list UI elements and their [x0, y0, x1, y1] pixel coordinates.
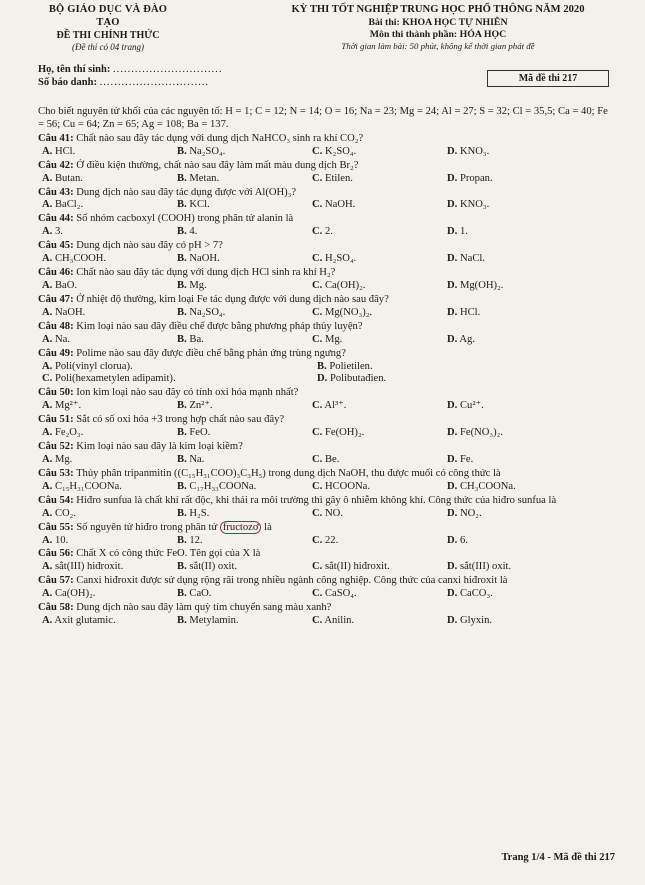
question-item	[38, 602, 615, 615]
question-options	[38, 588, 615, 601]
question-item	[38, 387, 615, 400]
question-options	[38, 535, 615, 548]
option-d: D. 6.	[447, 534, 468, 546]
option-b: B. Na₂SO₄.	[177, 306, 226, 318]
question-number: Câu 43:	[38, 186, 74, 198]
question-options	[38, 173, 615, 186]
question-text: Ion kim loại nào sau đây có tính oxi hóa mạnh nhất?	[76, 387, 299, 399]
question-options	[38, 561, 615, 574]
question-item	[38, 548, 615, 561]
question-options	[38, 253, 615, 266]
option-a: A. HCl.	[42, 145, 76, 157]
option-d: D. CH₃COONa.	[447, 480, 516, 492]
option-a: A. Axit glutamic.	[42, 615, 116, 627]
question-item	[38, 213, 615, 226]
question-list-part-1	[38, 133, 615, 347]
question-text: Chất X có công thức FeO. Tên gọi của X là	[76, 548, 261, 560]
header-left	[38, 4, 178, 53]
question-number: Câu 41:	[38, 132, 74, 144]
time-note: Thời gian làm bài: 50 phút, không kể thời gian phát đề	[341, 40, 535, 51]
question-item	[38, 495, 615, 508]
question-text: Ở nhiệt độ thường, kim loại Fe tác dụng được với dung dịch nào sau đây?	[76, 293, 389, 305]
question-number: Câu 45:	[38, 240, 74, 252]
option-d: D. KNO₃.	[447, 199, 490, 211]
option-b: B. 4.	[177, 226, 198, 238]
question-text: Chất nào sau đây tác dụng với dung dịch NaHCO₃ sinh ra khí CO₂?	[76, 132, 364, 144]
candidate-info	[38, 64, 615, 106]
question-item	[38, 133, 615, 146]
option-b: B. CaO.	[177, 588, 212, 600]
question-options	[38, 615, 615, 628]
question-text: Ở điều kiện thường, chất nào sau đây làm mất màu dung dịch Br₂?	[76, 159, 359, 171]
question-number: Câu 42:	[38, 159, 74, 171]
option-b: B. Mg.	[177, 279, 207, 291]
question-number: Câu 56:	[38, 548, 74, 560]
header-right	[238, 4, 638, 52]
page-count-note: (Đề thi có 04 trang)	[72, 41, 144, 52]
option-b: B. Ba.	[177, 333, 204, 345]
option-d: D. Mg(OH)₂.	[447, 279, 504, 291]
ministry-name: BỘ GIÁO DỤC VÀ ĐÀO TẠO	[48, 4, 168, 28]
option-c: C. Mg(NO₃)₂.	[312, 306, 373, 318]
option-c: C. H₂SO₄.	[312, 253, 357, 265]
option-d: D. Ag.	[447, 333, 475, 345]
question-options	[38, 454, 615, 467]
option-c: C. Ca(OH)₂.	[312, 279, 366, 291]
option-b: B. Metylamin.	[177, 615, 239, 627]
question-number: Câu 46:	[38, 267, 74, 279]
option-d: D. Fe(NO₃)₂.	[447, 427, 503, 439]
question-options	[38, 226, 615, 239]
option-a: A. 10.	[42, 534, 69, 546]
option-b: B. Na₂SO₄.	[177, 145, 226, 157]
candidate-id-label: Số báo danh:	[38, 76, 97, 88]
option-c: C. HCOONa.	[312, 480, 370, 492]
exam-title: KỲ THI TỐT NGHIỆP TRUNG HỌC PHỔ THÔNG NĂM 2020	[291, 4, 585, 15]
question-list-part-2	[38, 387, 615, 467]
question-number: Câu 51:	[38, 414, 74, 426]
option-d: D. sắt(III) oxit.	[447, 561, 512, 573]
option-d: D. NaCl.	[447, 253, 485, 265]
question-item	[38, 321, 615, 334]
option-a: A. Butan.	[42, 172, 83, 184]
option-a: A. BaO.	[42, 279, 78, 291]
question-options	[38, 199, 615, 212]
option-d: D. Cu²⁺.	[447, 400, 484, 412]
option-b: B. NaOH.	[177, 253, 220, 265]
option-b: B. 12.	[177, 534, 203, 546]
option-a: A. 3.	[42, 226, 63, 238]
question-number: Câu 57:	[38, 575, 74, 587]
option-c: C. Be.	[312, 453, 340, 465]
question-text: Thủy phân tripanmitin ((C₁₅H₃₁COO)₃C₃H₅) trong dung dịch NaOH, thu được muối có công thức là	[76, 467, 501, 479]
option-d: D. Glyxin.	[447, 615, 493, 627]
question-number: Câu 50:	[38, 387, 74, 399]
option-b: B. C₁₇H₃₃COONa.	[177, 480, 257, 492]
question-list-part-3	[38, 468, 615, 628]
candidate-name-label: Họ, tên thí sinh:	[38, 64, 111, 75]
question-number: Câu 53:	[38, 467, 74, 479]
question-number: Câu 52:	[38, 441, 74, 453]
question-number: Câu 48:	[38, 320, 74, 332]
option-b: B. Na.	[177, 453, 205, 465]
question-number: Câu 47:	[38, 293, 74, 305]
option-d: D. Propan.	[447, 172, 493, 184]
option-a: A. Fe₂O₃.	[42, 427, 84, 439]
option-c: C. Al³⁺.	[312, 400, 347, 412]
question-text: là	[261, 521, 272, 533]
option-b: B. FeO.	[177, 427, 211, 439]
question-text: Sắt có số oxi hóa +3 trong hợp chất nào sau đây?	[76, 414, 285, 426]
option-c: C. NaOH.	[312, 199, 356, 211]
question-item	[38, 468, 615, 481]
option-c: C. Fe(OH)₂.	[312, 427, 365, 439]
question-49-options-row2: C. Poli(hexametylen adipamit). D. Polibutađien.	[42, 373, 387, 385]
page-footer: Trang 1/4 - Mã đề thi 217	[501, 852, 615, 864]
question-number: Câu 44:	[38, 213, 74, 225]
question-text: Dung dịch nào sau đây làm quỳ tím chuyển sang màu xanh?	[76, 602, 332, 614]
option-b: B. H₂S.	[177, 507, 210, 519]
question-item	[38, 294, 615, 307]
option-d: D. NO₂.	[447, 507, 482, 519]
official-label: ĐỀ THI CHÍNH THỨC	[56, 29, 160, 41]
option-a: A. Mg²⁺.	[42, 400, 82, 412]
test-name: Bài thi: KHOA HỌC TỰ NHIÊN	[368, 16, 508, 28]
option-a: A. CH₃COOH.	[42, 253, 107, 265]
option-c: C. K₂SO₄.	[312, 145, 357, 157]
option-d: D. KNO₃.	[447, 145, 490, 157]
subject-name: Môn thi thành phần: HÓA HỌC	[369, 28, 507, 40]
option-a: A. C₁₅H₃₁COONa.	[42, 480, 122, 492]
question-options	[38, 307, 615, 320]
question-text: Canxi hiđroxit được sử dụng rộng rãi trong nhiều ngành công nghiệp. Công thức của canxi hiđroxit là	[76, 575, 508, 587]
candidate-id-dots: ..............................	[99, 76, 210, 88]
option-c: C. NO.	[312, 507, 343, 519]
option-a: A. CO₂.	[42, 507, 77, 519]
option-a: A. Ca(OH)₂.	[42, 588, 96, 600]
question-number: Câu 54:	[38, 494, 74, 506]
question-item	[38, 240, 615, 253]
candidate-name-dots: ..............................	[113, 64, 223, 75]
question-item	[38, 575, 615, 588]
question-text: Kim loại nào sau đây là kim loại kiềm?	[76, 441, 243, 453]
option-c: C. 22.	[312, 534, 339, 546]
question-item	[38, 160, 615, 173]
exam-code-box: Mã đề thi 217	[487, 70, 609, 87]
option-a: A. NaOH.	[42, 306, 86, 318]
option-d: D. HCl.	[447, 306, 481, 318]
question-item	[38, 267, 615, 280]
option-d: D. Fe.	[447, 453, 474, 465]
option-c: C. sắt(II) hiđroxit.	[312, 561, 390, 573]
question-49-options-row1: A. Poli(vinyl clorua). B. Polietilen.	[42, 360, 373, 372]
question-number: Câu 58:	[38, 602, 74, 614]
option-a: A. Na.	[42, 333, 70, 345]
option-c: C. Etilen.	[312, 172, 353, 184]
question-text: Hiđro sunfua là chất khí rất độc, khi thải ra môi trường thì gây ô nhiễm không khí. Công thức của hiđro sunfua là	[76, 494, 557, 506]
question-item	[38, 187, 615, 200]
circled-word: fructozơ	[220, 521, 262, 534]
question-item	[38, 414, 615, 427]
question-text: Kim loại nào sau đây điều chế được bằng phương pháp thủy luyện?	[76, 320, 363, 332]
question-number: Câu 55:	[38, 521, 74, 533]
option-b: B. Zn²⁺.	[177, 400, 213, 412]
option-a: A. sắt(III) hiđroxit.	[42, 561, 124, 573]
question-options	[38, 334, 615, 347]
question-options	[38, 427, 615, 440]
question-text: Chất nào sau đây tác dụng với dung dịch HCl sinh ra khí H₂?	[76, 267, 336, 279]
atomic-mass-intro: Cho biết nguyên tử khối của các nguyên tố: H = 1; C = 12; N = 14; O = 16; Na = 23; Mg = 24; Al = 27; S = 32; Cl = 35,5; Ca = 40; Fe = 56; Cu = 64; Zn = 65; Ag = 108; Ba = 137.	[38, 106, 608, 130]
question-options	[38, 146, 615, 159]
option-b: B. KCl.	[177, 199, 210, 211]
question-text: Dung dịch nào sau đây tác dụng được với Al(OH)₃?	[76, 186, 297, 198]
option-a: A. BaCl₂.	[42, 199, 84, 211]
question-text: Số nhóm cacboxyl (COOH) trong phân tử alanin là	[76, 213, 294, 225]
option-c: C. Mg.	[312, 333, 343, 345]
option-c: C. Anilin.	[312, 615, 355, 627]
question-options	[38, 400, 615, 413]
exam-header	[38, 4, 615, 62]
question-49: Câu 49: Polime nào sau đây được điều chế bằng phản ứng trùng ngưng?	[38, 347, 346, 359]
option-c: C. 2.	[312, 226, 333, 238]
option-b: B. sắt(II) oxit.	[177, 561, 238, 573]
option-c: C. CaSO₄.	[312, 588, 357, 600]
option-d: D. CaCO₃.	[447, 588, 493, 600]
option-b: B. Metan.	[177, 172, 220, 184]
question-item	[38, 522, 615, 535]
question-options	[38, 508, 615, 521]
option-d: D. 1.	[447, 226, 468, 238]
question-options	[38, 481, 615, 494]
question-item	[38, 441, 615, 454]
question-text: Số nguyên tử hiđro trong phân tử	[76, 521, 220, 533]
option-a: A. Mg.	[42, 453, 73, 465]
question-text: Dung dịch nào sau đây có pH > 7?	[76, 240, 223, 252]
question-options	[38, 280, 615, 293]
